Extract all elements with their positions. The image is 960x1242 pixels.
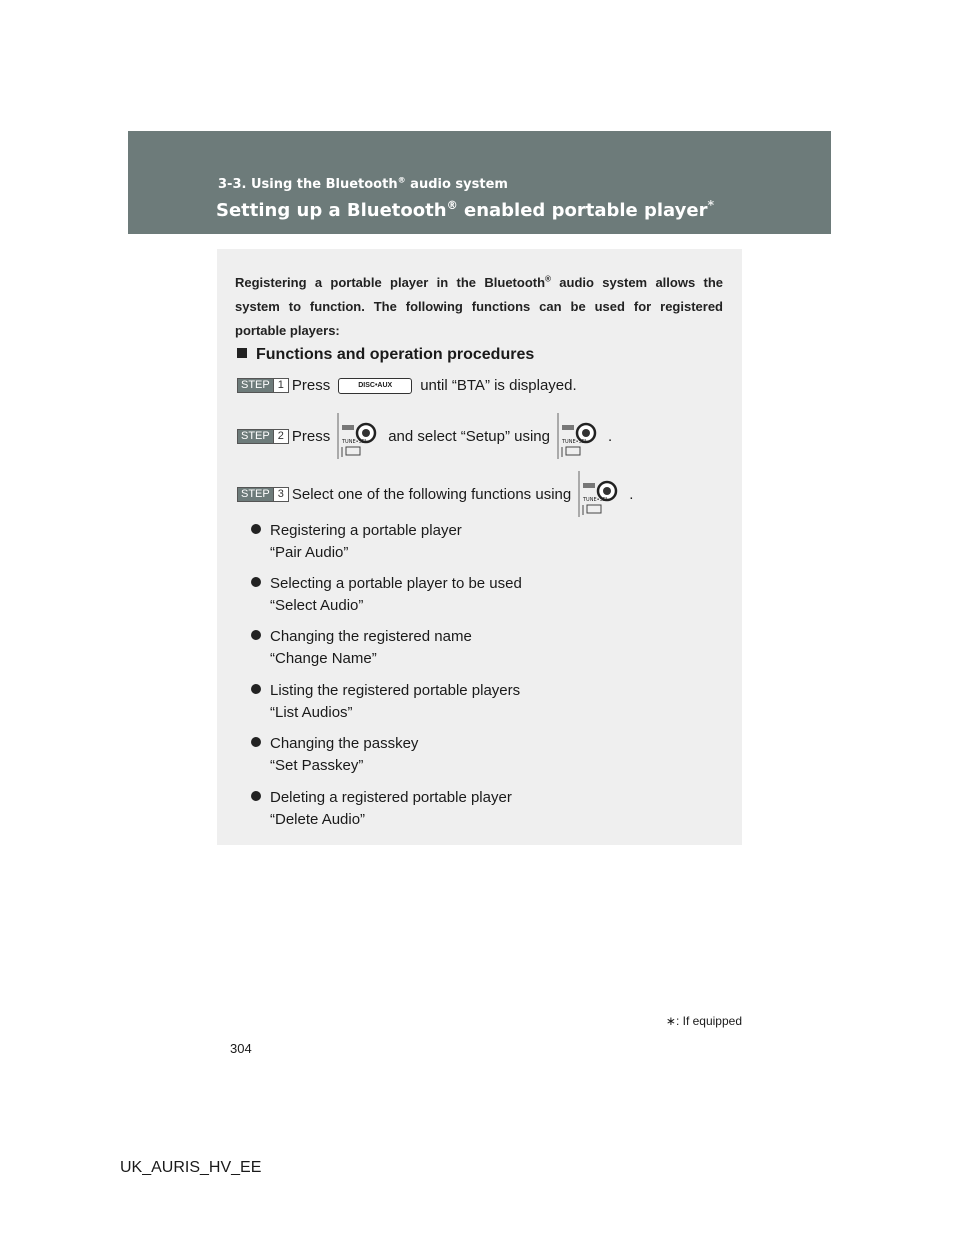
subheading	[237, 346, 534, 364]
step-badge-number: 1	[273, 379, 288, 392]
registered-mark: ®	[545, 274, 551, 284]
function-item	[251, 573, 522, 617]
tune-sel-knob-icon	[556, 413, 602, 459]
page-number: 304	[230, 1041, 252, 1056]
section-label-text: 3-3. Using the Bluetooth	[218, 177, 398, 192]
intro-paragraph	[235, 271, 723, 343]
step-text: Press	[291, 427, 331, 445]
section-label-suffix: audio system	[405, 177, 508, 192]
footnote-text: : If equipped	[675, 1014, 742, 1028]
step-1	[237, 377, 577, 394]
step-badge	[237, 429, 289, 444]
function-option: “List Audios”	[270, 704, 353, 721]
function-option: “Set Passkey”	[270, 757, 364, 774]
step-text: .	[607, 427, 613, 445]
step-badge-number: 2	[273, 430, 288, 443]
function-item	[251, 680, 520, 724]
tune-sel-knob-icon	[577, 471, 623, 517]
bullet-dot-icon	[251, 577, 261, 587]
step-text: until “BTA” is displayed.	[420, 377, 577, 394]
knob-label: TUNE•SEL	[583, 497, 609, 503]
knob-label: TUNE•SEL	[561, 439, 588, 445]
function-description: Selecting a portable player to be used	[270, 575, 522, 592]
disc-aux-button-icon: DISC•AUX	[338, 378, 412, 394]
step-badge-word: STEP	[238, 488, 273, 501]
step-badge-number: 3	[273, 488, 288, 501]
bullet-dot-icon	[251, 524, 261, 534]
function-description: Listing the registered portable players	[270, 682, 521, 699]
registered-mark: ®	[446, 199, 458, 212]
step-badge-word: STEP	[238, 430, 273, 443]
registered-mark: ®	[397, 175, 406, 185]
document-id: UK_AURIS_HV_EE	[120, 1159, 262, 1176]
step-text: .	[629, 485, 634, 503]
content-panel	[217, 249, 742, 845]
function-item	[251, 733, 418, 777]
function-option: “Select Audio”	[270, 597, 364, 614]
bullet-dot-icon	[251, 791, 261, 801]
function-item	[251, 787, 512, 831]
step-text: and select “Setup” using	[388, 427, 550, 445]
function-description: Changing the passkey	[270, 735, 419, 752]
function-item	[251, 520, 462, 564]
bullet-dot-icon	[251, 684, 261, 694]
knob-label: TUNE•SEL	[342, 439, 368, 445]
function-option: “Change Name”	[270, 650, 377, 667]
square-bullet-icon	[237, 348, 247, 358]
footnote-asterisk: *	[707, 197, 715, 212]
function-description: Registering a portable player	[270, 522, 462, 539]
function-option: “Pair Audio”	[270, 544, 349, 561]
function-description: Deleting a registered portable player	[270, 789, 512, 806]
function-description: Changing the registered name	[270, 628, 472, 645]
step-3	[237, 471, 633, 517]
step-2	[237, 413, 612, 459]
step-badge	[237, 378, 289, 393]
subheading-text: Functions and operation procedures	[256, 346, 535, 363]
page-title-text: Setting up a Bluetooth	[216, 200, 447, 221]
section-header	[128, 131, 831, 234]
page-title-suffix: enabled portable player	[457, 200, 708, 221]
function-option: “Delete Audio”	[270, 811, 366, 828]
function-item	[251, 626, 472, 670]
step-badge	[237, 487, 289, 502]
footnote	[666, 1014, 742, 1028]
step-text: Press	[291, 377, 331, 394]
section-label	[218, 177, 508, 192]
intro-text-continued: audio system allows the system to function. The following functions can be used for registered portable players:	[235, 275, 724, 338]
tune-sel-knob-icon	[336, 413, 382, 459]
step-text: Select one of the following functions using	[291, 485, 572, 503]
bullet-dot-icon	[251, 737, 261, 747]
intro-text: Registering a portable player in the Bluetooth	[235, 275, 546, 290]
bullet-dot-icon	[251, 630, 261, 640]
footnote-asterisk: ∗	[665, 1014, 676, 1028]
page-title	[216, 197, 715, 221]
step-badge-word: STEP	[238, 379, 273, 392]
